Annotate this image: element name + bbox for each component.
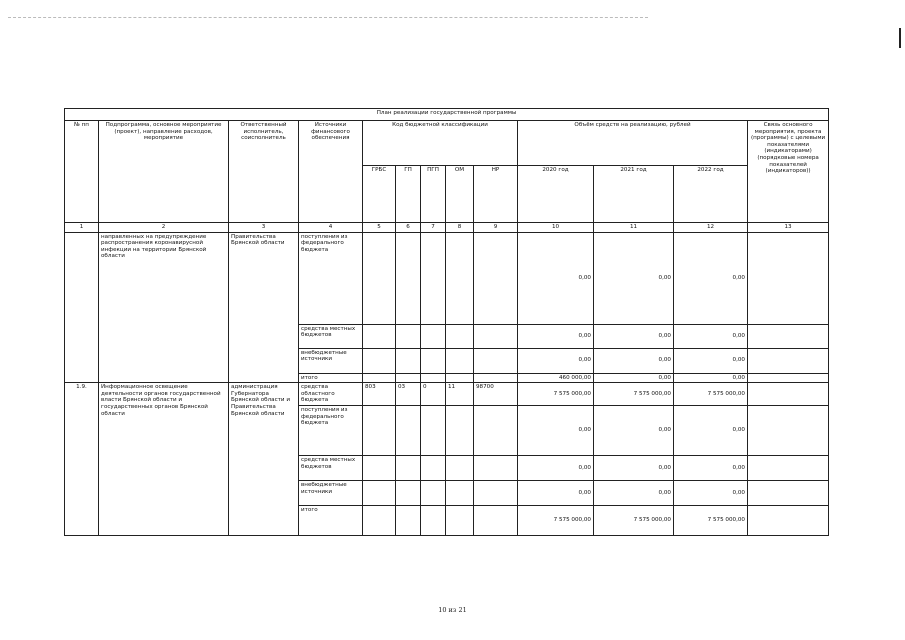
link-cell [748, 455, 829, 480]
value-2021: 0,00 [594, 348, 674, 373]
source-cell: средства областного бюджета [299, 383, 363, 406]
om-cell [446, 455, 474, 480]
link-cell [748, 373, 829, 383]
gp-cell [396, 405, 421, 455]
value-2020: 0,00 [518, 348, 594, 373]
value-2022: 0,00 [674, 373, 748, 383]
value-2021: 7 575 000,00 [594, 505, 674, 535]
om-cell [446, 480, 474, 505]
link-cell [748, 348, 829, 373]
link-cell [748, 505, 829, 535]
subprogram-cell: Информационное освещение деятельности органов государственной власти Брянской области и государственных органов Брянской области [99, 383, 229, 536]
nr-cell [474, 232, 518, 324]
header-link: Связь основного мероприятия, проекта (программы) с целевыми показателями (индикаторами) (порядковые номера показателей (индикаторов)) [748, 121, 829, 223]
value-2021: 0,00 [594, 373, 674, 383]
scan-artifact-line [8, 17, 648, 19]
table-row [65, 232, 829, 324]
page-number: 10 из 21 [438, 606, 467, 614]
om-cell [446, 348, 474, 373]
header-subprogram: Подпрограмма, основное мероприятие (проект), направление расходов, мероприятие [99, 121, 229, 223]
source-cell: итого [299, 373, 363, 383]
row-num-cell [65, 232, 99, 383]
nr-cell [474, 405, 518, 455]
pgp-cell [421, 232, 446, 324]
executor-cell: администрация Губернатора Брянской области и Правительства Брянской области [229, 383, 299, 536]
pgp-cell [421, 480, 446, 505]
pgp-cell: 0 [421, 383, 446, 406]
table-row [65, 383, 829, 406]
value-2020: 460 000,00 [518, 373, 594, 383]
header-nr: НР [474, 166, 518, 223]
value-2021: 0,00 [594, 480, 674, 505]
grbs-cell [363, 405, 396, 455]
link-cell [748, 383, 829, 406]
source-cell: средства местных бюджетов [299, 455, 363, 480]
gp-cell [396, 348, 421, 373]
nr-cell [474, 480, 518, 505]
grbs-cell [363, 455, 396, 480]
header-sources: Источники финансового обеспечения [299, 121, 363, 223]
subprogram-cell: направленных на предупреждение распространения коронавирусной инфекции на территории Брянской области [99, 232, 229, 383]
gp-cell [396, 373, 421, 383]
value-2020: 0,00 [518, 324, 594, 348]
link-cell [748, 232, 829, 324]
column-number: 3 [229, 223, 299, 233]
gp-cell [396, 480, 421, 505]
source-cell: средства местных бюджетов [299, 324, 363, 348]
value-2021: 0,00 [594, 232, 674, 324]
value-2021: 0,00 [594, 405, 674, 455]
om-cell [446, 373, 474, 383]
column-number: 6 [396, 223, 421, 233]
column-number: 5 [363, 223, 396, 233]
column-number: 11 [594, 223, 674, 233]
pgp-cell [421, 348, 446, 373]
pgp-cell [421, 505, 446, 535]
column-number: 10 [518, 223, 594, 233]
column-number: 2 [99, 223, 229, 233]
pgp-cell [421, 373, 446, 383]
value-2022: 0,00 [674, 455, 748, 480]
program-plan-table [64, 108, 829, 536]
pgp-cell [421, 324, 446, 348]
column-number: 1 [65, 223, 99, 233]
grbs-cell [363, 324, 396, 348]
column-number: 9 [474, 223, 518, 233]
gp-cell [396, 232, 421, 324]
pgp-cell [421, 455, 446, 480]
header-grbs: ГРБС [363, 166, 396, 223]
column-number-row [65, 223, 829, 233]
value-2021: 0,00 [594, 455, 674, 480]
header-executor: Ответственный исполнитель, соисполнитель [229, 121, 299, 223]
om-cell [446, 505, 474, 535]
header-2022: 2022 год [674, 166, 748, 223]
grbs-cell [363, 480, 396, 505]
gp-cell [396, 455, 421, 480]
nr-cell [474, 324, 518, 348]
value-2022: 0,00 [674, 480, 748, 505]
source-cell: внебюджетные источники [299, 348, 363, 373]
gp-cell [396, 505, 421, 535]
column-number: 13 [748, 223, 829, 233]
table-title-row [65, 109, 829, 121]
value-2021: 7 575 000,00 [594, 383, 674, 406]
om-cell [446, 232, 474, 324]
column-number: 8 [446, 223, 474, 233]
nr-cell: 98700 [474, 383, 518, 406]
source-cell: внебюджетные источники [299, 480, 363, 505]
header-2021: 2021 год [594, 166, 674, 223]
link-cell [748, 480, 829, 505]
om-cell [446, 405, 474, 455]
grbs-cell [363, 505, 396, 535]
column-number: 7 [421, 223, 446, 233]
link-cell [748, 324, 829, 348]
header-om: ОМ [446, 166, 474, 223]
value-2020: 0,00 [518, 480, 594, 505]
value-2020: 0,00 [518, 455, 594, 480]
header-pgp: ПГП [421, 166, 446, 223]
gp-cell: 03 [396, 383, 421, 406]
source-cell: поступления из федерального бюджета [299, 405, 363, 455]
nr-cell [474, 373, 518, 383]
om-cell: 11 [446, 383, 474, 406]
nr-cell [474, 455, 518, 480]
header-num: № пп [65, 121, 99, 223]
value-2020: 0,00 [518, 232, 594, 324]
header-kbk: Код бюджетной классификации [363, 121, 518, 166]
value-2022: 7 575 000,00 [674, 383, 748, 406]
column-number: 12 [674, 223, 748, 233]
grbs-cell [363, 373, 396, 383]
grbs-cell [363, 348, 396, 373]
value-2022: 0,00 [674, 348, 748, 373]
value-2020: 7 575 000,00 [518, 505, 594, 535]
table-title: План реализации государственной программы [65, 109, 829, 121]
nr-cell [474, 505, 518, 535]
row-num-cell: 1.9. [65, 383, 99, 536]
value-2022: 0,00 [674, 324, 748, 348]
value-2022: 0,00 [674, 405, 748, 455]
header-gp: ГП [396, 166, 421, 223]
executor-cell: Правительства Брянской области [229, 232, 299, 383]
source-cell: поступления из федерального бюджета [299, 232, 363, 324]
grbs-cell [363, 232, 396, 324]
grbs-cell: 803 [363, 383, 396, 406]
gp-cell [396, 324, 421, 348]
scan-edge-mark [899, 28, 901, 48]
source-cell: итого [299, 505, 363, 535]
header-row-1 [65, 121, 829, 166]
om-cell [446, 324, 474, 348]
value-2021: 0,00 [594, 324, 674, 348]
nr-cell [474, 348, 518, 373]
value-2020: 7 575 000,00 [518, 383, 594, 406]
header-funds: Объём средств на реализацию, рублей [518, 121, 748, 166]
value-2020: 0,00 [518, 405, 594, 455]
link-cell [748, 405, 829, 455]
value-2022: 7 575 000,00 [674, 505, 748, 535]
column-number: 4 [299, 223, 363, 233]
header-2020: 2020 год [518, 166, 594, 223]
pgp-cell [421, 405, 446, 455]
value-2022: 0,00 [674, 232, 748, 324]
